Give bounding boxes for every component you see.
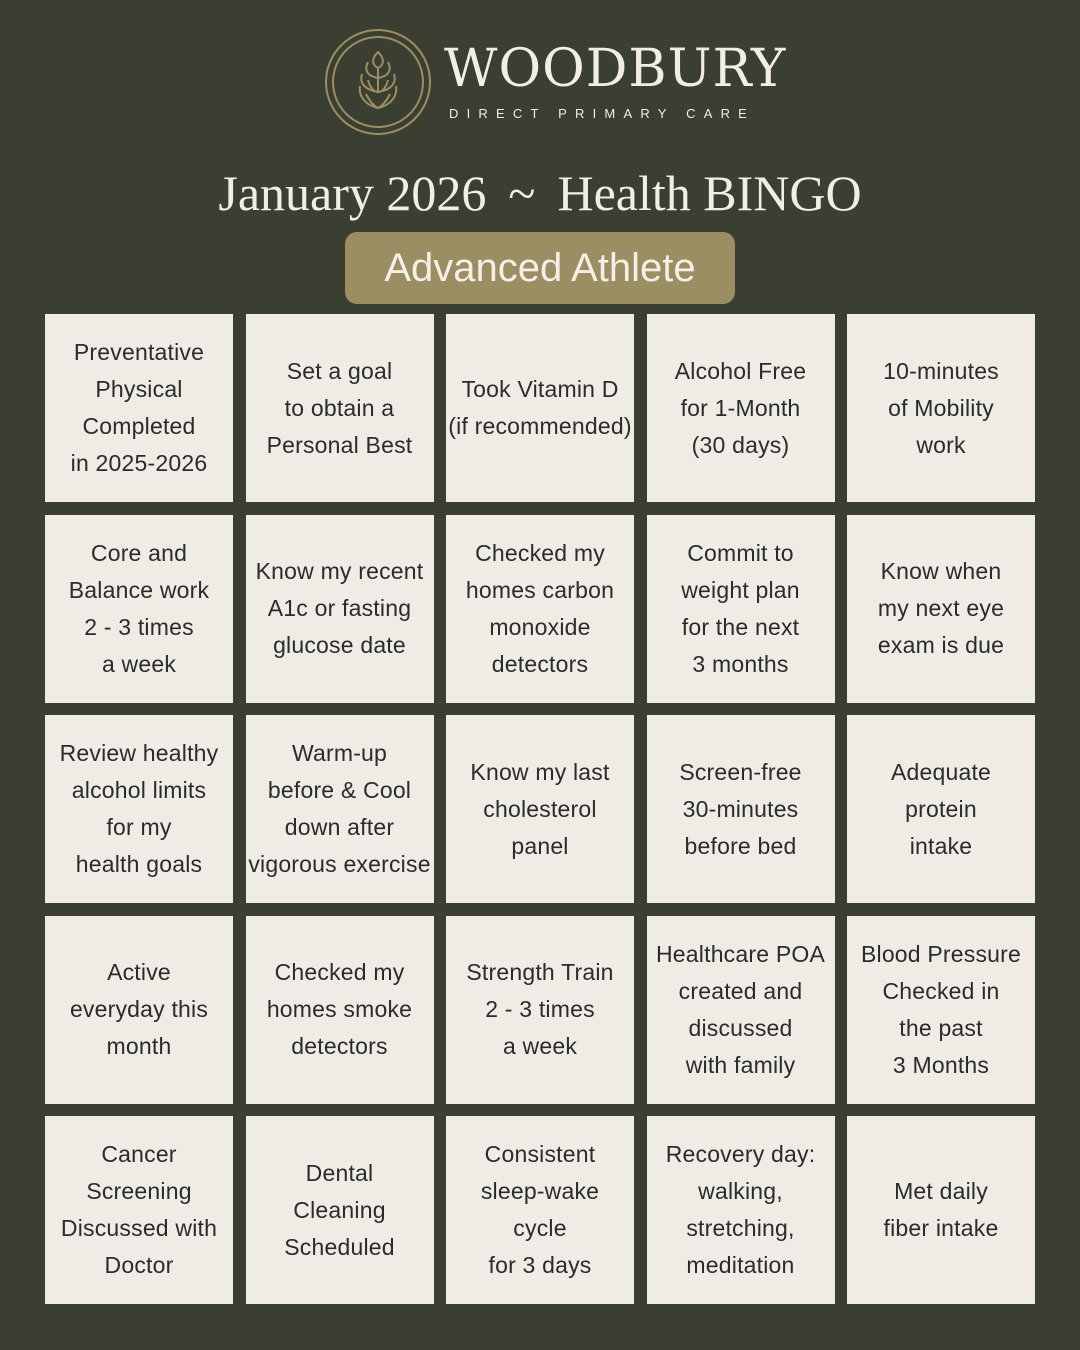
title-month: January 2026: [218, 165, 487, 221]
bingo-cell[interactable]: [45, 314, 233, 502]
bingo-cell-text: Strength Train 2 - 3 times a week: [466, 959, 614, 1059]
bingo-cell[interactable]: [847, 916, 1035, 1104]
bingo-cell-text: Screen-free 30-minutes before bed: [679, 758, 802, 859]
level-badge: Advanced Athlete: [345, 232, 735, 304]
bingo-grid: [45, 314, 1035, 1304]
bingo-cell-text: Commit to weight plan for the next 3 months: [681, 539, 800, 677]
bingo-cell-text: Checked my homes carbon monoxide detectors: [465, 539, 615, 677]
bingo-cell[interactable]: [847, 715, 1035, 903]
bingo-cell[interactable]: [45, 1116, 233, 1304]
page-title: [0, 162, 1080, 224]
bingo-cell[interactable]: [45, 515, 233, 703]
bingo-cell[interactable]: [647, 1116, 835, 1304]
bingo-cell[interactable]: [647, 515, 835, 703]
bingo-cell[interactable]: [847, 515, 1035, 703]
bingo-cell[interactable]: [647, 715, 835, 903]
bingo-cell-text: Set a goal to obtain a Personal Best: [266, 357, 413, 458]
bingo-cell[interactable]: [246, 515, 434, 703]
bingo-cell[interactable]: [45, 715, 233, 903]
bingo-cell[interactable]: [45, 916, 233, 1104]
bingo-cell[interactable]: [647, 916, 835, 1104]
bingo-cell-text: Took Vitamin D (if recommended): [448, 376, 632, 439]
bingo-cell-text: Core and Balance work 2 - 3 times a week: [68, 539, 210, 677]
bingo-cell-text: Blood Pressure Checked in the past 3 Months: [860, 940, 1022, 1078]
bingo-cell-text: Alcohol Free for 1-Month (30 days): [674, 357, 807, 458]
bingo-cell-text: Know my last cholesterol panel: [470, 758, 610, 859]
bingo-cell[interactable]: [246, 1116, 434, 1304]
bingo-cell[interactable]: [446, 916, 634, 1104]
bingo-cell[interactable]: [446, 1116, 634, 1304]
bingo-cell[interactable]: [446, 715, 634, 903]
bingo-cell[interactable]: [647, 314, 835, 502]
bingo-cell-text: Recovery day: walking, stretching, meditation: [665, 1141, 816, 1278]
bingo-cell-text: Checked my homes smoke detectors: [266, 959, 413, 1059]
bingo-cell-text: Cancer Screening Discussed with Doctor: [60, 1141, 218, 1278]
brand-tagline: DIRECT PRIMARY CARE: [449, 106, 756, 121]
bingo-cell-text: Preventative Physical Completed in 2025-2026: [70, 339, 208, 476]
bingo-cell[interactable]: [246, 916, 434, 1104]
bingo-cell-text: Adequate protein intake: [890, 758, 992, 859]
title-game: Health BINGO: [557, 165, 862, 221]
bingo-cell-text: 10-minutes of Mobility work: [883, 357, 999, 458]
bingo-cell-text: Warm-up before & Cool down after vigorous exercise: [248, 740, 431, 877]
bingo-cell[interactable]: [847, 1116, 1035, 1304]
pinecone-emblem-icon: [324, 28, 432, 136]
bingo-cell[interactable]: [446, 314, 634, 502]
bingo-cell[interactable]: [446, 515, 634, 703]
bingo-cell[interactable]: [246, 314, 434, 502]
brand-name: WOODBURY: [444, 39, 787, 99]
bingo-cell-text: Met daily fiber intake: [883, 1178, 999, 1241]
title-separator: ~: [508, 165, 536, 221]
bingo-cell[interactable]: [847, 314, 1035, 502]
bingo-cell-text: Review healthy alcohol limits for my health goals: [59, 740, 219, 877]
bingo-cell-text: Know my recent A1c or fasting glucose date: [255, 558, 424, 658]
bingo-cell-text: Dental Cleaning Scheduled: [284, 1159, 395, 1260]
bingo-cell-text: Active everyday this month: [69, 959, 209, 1059]
bingo-cell-text: Know when my next eye exam is due: [877, 558, 1005, 658]
bingo-cell-text: Consistent sleep-wake cycle for 3 days: [480, 1141, 600, 1278]
bingo-cell[interactable]: [246, 715, 434, 903]
bingo-cell-text: Healthcare POA created and discussed with family: [656, 940, 825, 1078]
